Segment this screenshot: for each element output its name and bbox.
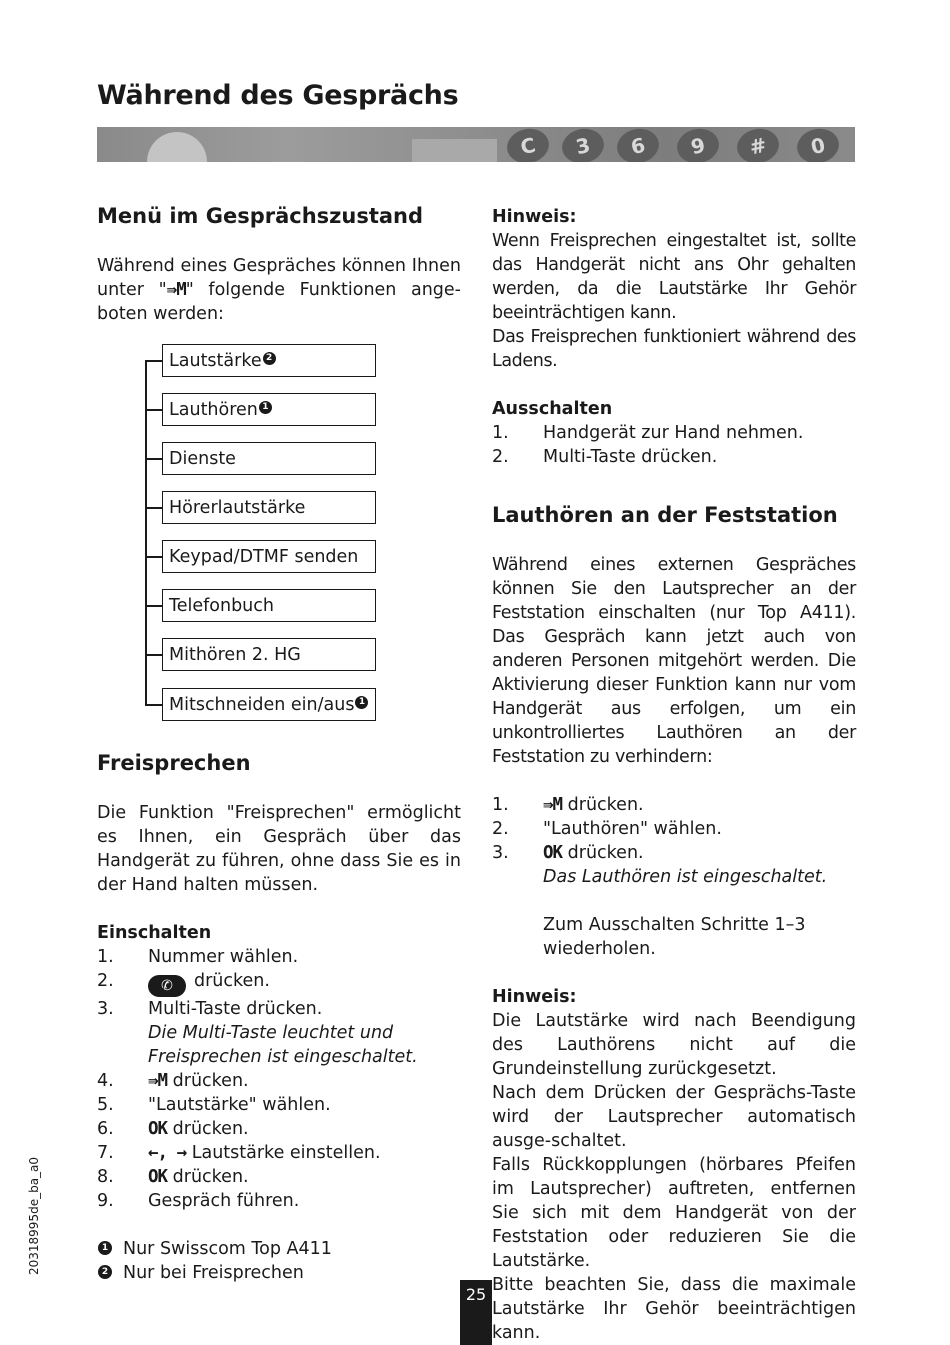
document-code: 20318995de_ba_a0: [27, 1156, 41, 1275]
footnotes: [97, 1237, 461, 1285]
einschalten-steps: [97, 945, 461, 1213]
menu-item: [162, 393, 376, 426]
step-text: drücken.: [172, 1071, 249, 1091]
step-text: drücken.: [172, 1119, 249, 1139]
menu-item-label: Telefonbuch: [169, 596, 274, 616]
step-note: Das Lauthören ist eingeschaltet.: [543, 867, 828, 887]
keypad-key-hash: #: [734, 127, 782, 162]
step-number: 7.: [97, 1143, 114, 1163]
freisprechen-section: [97, 749, 461, 1285]
menu-item: [162, 442, 376, 475]
footnote-marker-icon: 1: [98, 1241, 112, 1255]
keypad-key-9: 9: [674, 127, 722, 162]
menu-item: [162, 688, 376, 721]
hinweis-2-paragraph: Die Lautstärke wird nach Beendigung des Lauthörens nicht auf die Grundeinstellung zurückgesetzt.: [492, 1011, 856, 1079]
menu-item: [162, 589, 376, 622]
step-number: 5.: [97, 1095, 114, 1115]
step-item: [97, 969, 461, 997]
menu-connector-tick: [145, 556, 162, 558]
menu-connector-tick: [145, 654, 162, 656]
footnote: [97, 1237, 461, 1261]
menu-intro-text-b: " folgende Funktionen ange-boten werden:: [97, 280, 461, 324]
menu-item-label: Lauthören: [169, 400, 258, 420]
call-menu-diagram: [145, 344, 385, 724]
step-item: [97, 1189, 461, 1213]
step-text: "Lauthören" wählen.: [543, 819, 722, 839]
step-number: 2.: [492, 819, 509, 839]
lauthoeren-off-text: Zum Ausschalten Schritte 1–3 wiederholen.: [543, 915, 806, 959]
menu-item: [162, 344, 376, 377]
keypad-key-c: C: [504, 127, 552, 162]
ausschalten-steps: [492, 421, 856, 469]
step-item: [492, 841, 856, 889]
menu-item-label: Mitschneiden ein/aus: [169, 695, 355, 715]
step-item: [97, 1165, 461, 1189]
menu-connector-tick: [145, 704, 162, 706]
key-icon: ←, →: [148, 1143, 187, 1163]
phone-keypad-banner: [97, 127, 855, 162]
step-text: Lautstärke einstellen.: [191, 1143, 381, 1163]
step-item: [492, 793, 856, 817]
page-title: Während des Gesprächs: [97, 80, 459, 111]
step-number: 8.: [97, 1167, 114, 1187]
step-number: 6.: [97, 1119, 114, 1139]
step-item: [97, 997, 461, 1069]
step-item: [97, 945, 461, 969]
freisprechen-text: Die Funktion "Freisprechen" ermöglicht es Ihnen, ein Gespräch über das Handgerät zu führen, ohne dass Sie es in der Hand halten müssen.: [97, 803, 461, 895]
hinweis-2-body: [492, 1009, 856, 1345]
menu-connector-tick: [145, 360, 162, 362]
menu-heading: Menü im Gesprächszustand: [97, 204, 424, 228]
step-number: 1.: [492, 423, 509, 443]
step-item: [492, 445, 856, 469]
menu-item: [162, 638, 376, 671]
hinweis-text: Wenn Freisprechen eingestaltet ist, sollte das Handgerät nicht ans Ohr gehalten werden, da die Lautstärke Ihr Gehör beeinträchtigen kann.: [492, 231, 856, 323]
key-icon: OK: [148, 1119, 168, 1139]
key-icon: ⇛M: [543, 795, 563, 815]
step-note: Die Multi-Taste leuchtet und Freisprechen ist eingeschaltet.: [148, 1023, 418, 1067]
step-text: "Lautstärke" wählen.: [148, 1095, 331, 1115]
key-icon: OK: [148, 1167, 168, 1187]
footnote-text: Nur Swisscom Top A411: [123, 1239, 332, 1259]
menu-connector-tick: [145, 605, 162, 607]
handset-button-image: [147, 132, 207, 162]
footnote-marker-icon: 2: [98, 1265, 112, 1279]
keypad-key-6: 6: [614, 127, 662, 162]
step-text: drücken.: [172, 1167, 249, 1187]
menu-intro: [97, 254, 461, 326]
call-key-icon: ✆: [148, 975, 186, 997]
footnote-marker-icon: 1: [259, 401, 272, 414]
step-text: Gespräch führen.: [148, 1191, 300, 1211]
hinweis-heading: Hinweis:: [492, 207, 577, 227]
hinweis-2-paragraph: Bitte beachten Sie, dass die maximale Lautstärke Ihr Gehör beeinträchtigen kann.: [492, 1275, 856, 1343]
key-icon: OK: [543, 843, 563, 863]
step-number: 2.: [492, 447, 509, 467]
footnote-marker-icon: 1: [355, 696, 368, 709]
menu-key-icon: ⇛M: [166, 280, 186, 300]
step-item: [97, 1117, 461, 1141]
hinweis-text-2: Das Freisprechen funktioniert während des Ladens.: [492, 327, 856, 371]
footnote: [97, 1261, 461, 1285]
einschalten-heading: Einschalten: [97, 923, 212, 943]
menu-item: [162, 540, 376, 573]
menu-item-label: Lautstärke: [169, 351, 262, 371]
step-text: Nummer wählen.: [148, 947, 299, 967]
step-number: 3.: [492, 843, 509, 863]
menu-connector-tick: [145, 507, 162, 509]
key-icon: ⇛M: [148, 1071, 168, 1091]
menu-connector-tick: [145, 458, 162, 460]
menu-item: [162, 491, 376, 524]
menu-item-label: Mithören 2. HG: [169, 645, 301, 665]
display-image: [412, 139, 497, 162]
step-item: [492, 817, 856, 841]
lauthoeren-text: Während eines externen Gespräches können Sie den Lautsprecher an der Feststation einschalten (nur Top A411). Das Gespräch kann jetzt auch von anderen Personen mitgehört werden. Die Aktivierung dieser Funktion kann nur vom Handgerät aus erfolgen, um ein unkontrolliertes Lauthören an der Feststation zu verhindern:: [492, 555, 856, 767]
freisprechen-heading: Freisprechen: [97, 751, 251, 775]
step-text: drücken.: [194, 971, 270, 991]
keypad-key-0: 0: [794, 127, 842, 162]
step-number: 3.: [97, 999, 114, 1019]
menu-connector-tick: [145, 409, 162, 411]
step-text: Handgerät zur Hand nehmen.: [543, 423, 804, 443]
step-number: 1.: [492, 795, 509, 815]
step-item: [97, 1093, 461, 1117]
step-text: drücken.: [567, 795, 644, 815]
keypad-key-3: 3: [559, 127, 607, 162]
menu-intro-text-a: Während eines Gespräches können Ihnen unter ": [97, 256, 461, 300]
step-number: 4.: [97, 1071, 114, 1091]
lauthoeren-steps: [492, 793, 856, 889]
step-item: [97, 1069, 461, 1093]
step-number: 9.: [97, 1191, 114, 1211]
menu-item-label: Dienste: [169, 449, 236, 469]
step-item: [97, 1141, 461, 1165]
step-number: 2.: [97, 971, 114, 991]
step-text: Multi-Taste drücken.: [148, 999, 323, 1019]
ausschalten-heading: Ausschalten: [492, 399, 613, 419]
step-number: 1.: [97, 947, 114, 967]
step-text: drücken.: [567, 843, 644, 863]
footnote-text: Nur bei Freisprechen: [123, 1263, 304, 1283]
left-column: [97, 202, 461, 326]
hinweis-2-paragraph: Falls Rückkopplungen (hörbares Pfeifen im Lautsprecher) auftreten, entfernen Sie sich mit dem Handgerät von der Feststation oder reduzieren Sie die Lautstärke.: [492, 1155, 856, 1271]
right-column: [492, 205, 856, 1345]
menu-item-label: Hörerlautstärke: [169, 498, 306, 518]
hinweis-2-paragraph: Nach dem Drücken der Gesprächs-Taste wird der Lautsprecher automatisch ausge-schaltet.: [492, 1083, 856, 1151]
footnote-marker-icon: 2: [263, 352, 276, 365]
hinweis-2-heading: Hinweis:: [492, 987, 577, 1007]
lauthoeren-heading: Lauthören an der Feststation: [492, 503, 838, 527]
step-text: Multi-Taste drücken.: [543, 447, 718, 467]
step-item: [492, 421, 856, 445]
page-number: 25: [460, 1280, 492, 1345]
menu-item-label: Keypad/DTMF senden: [169, 547, 359, 567]
